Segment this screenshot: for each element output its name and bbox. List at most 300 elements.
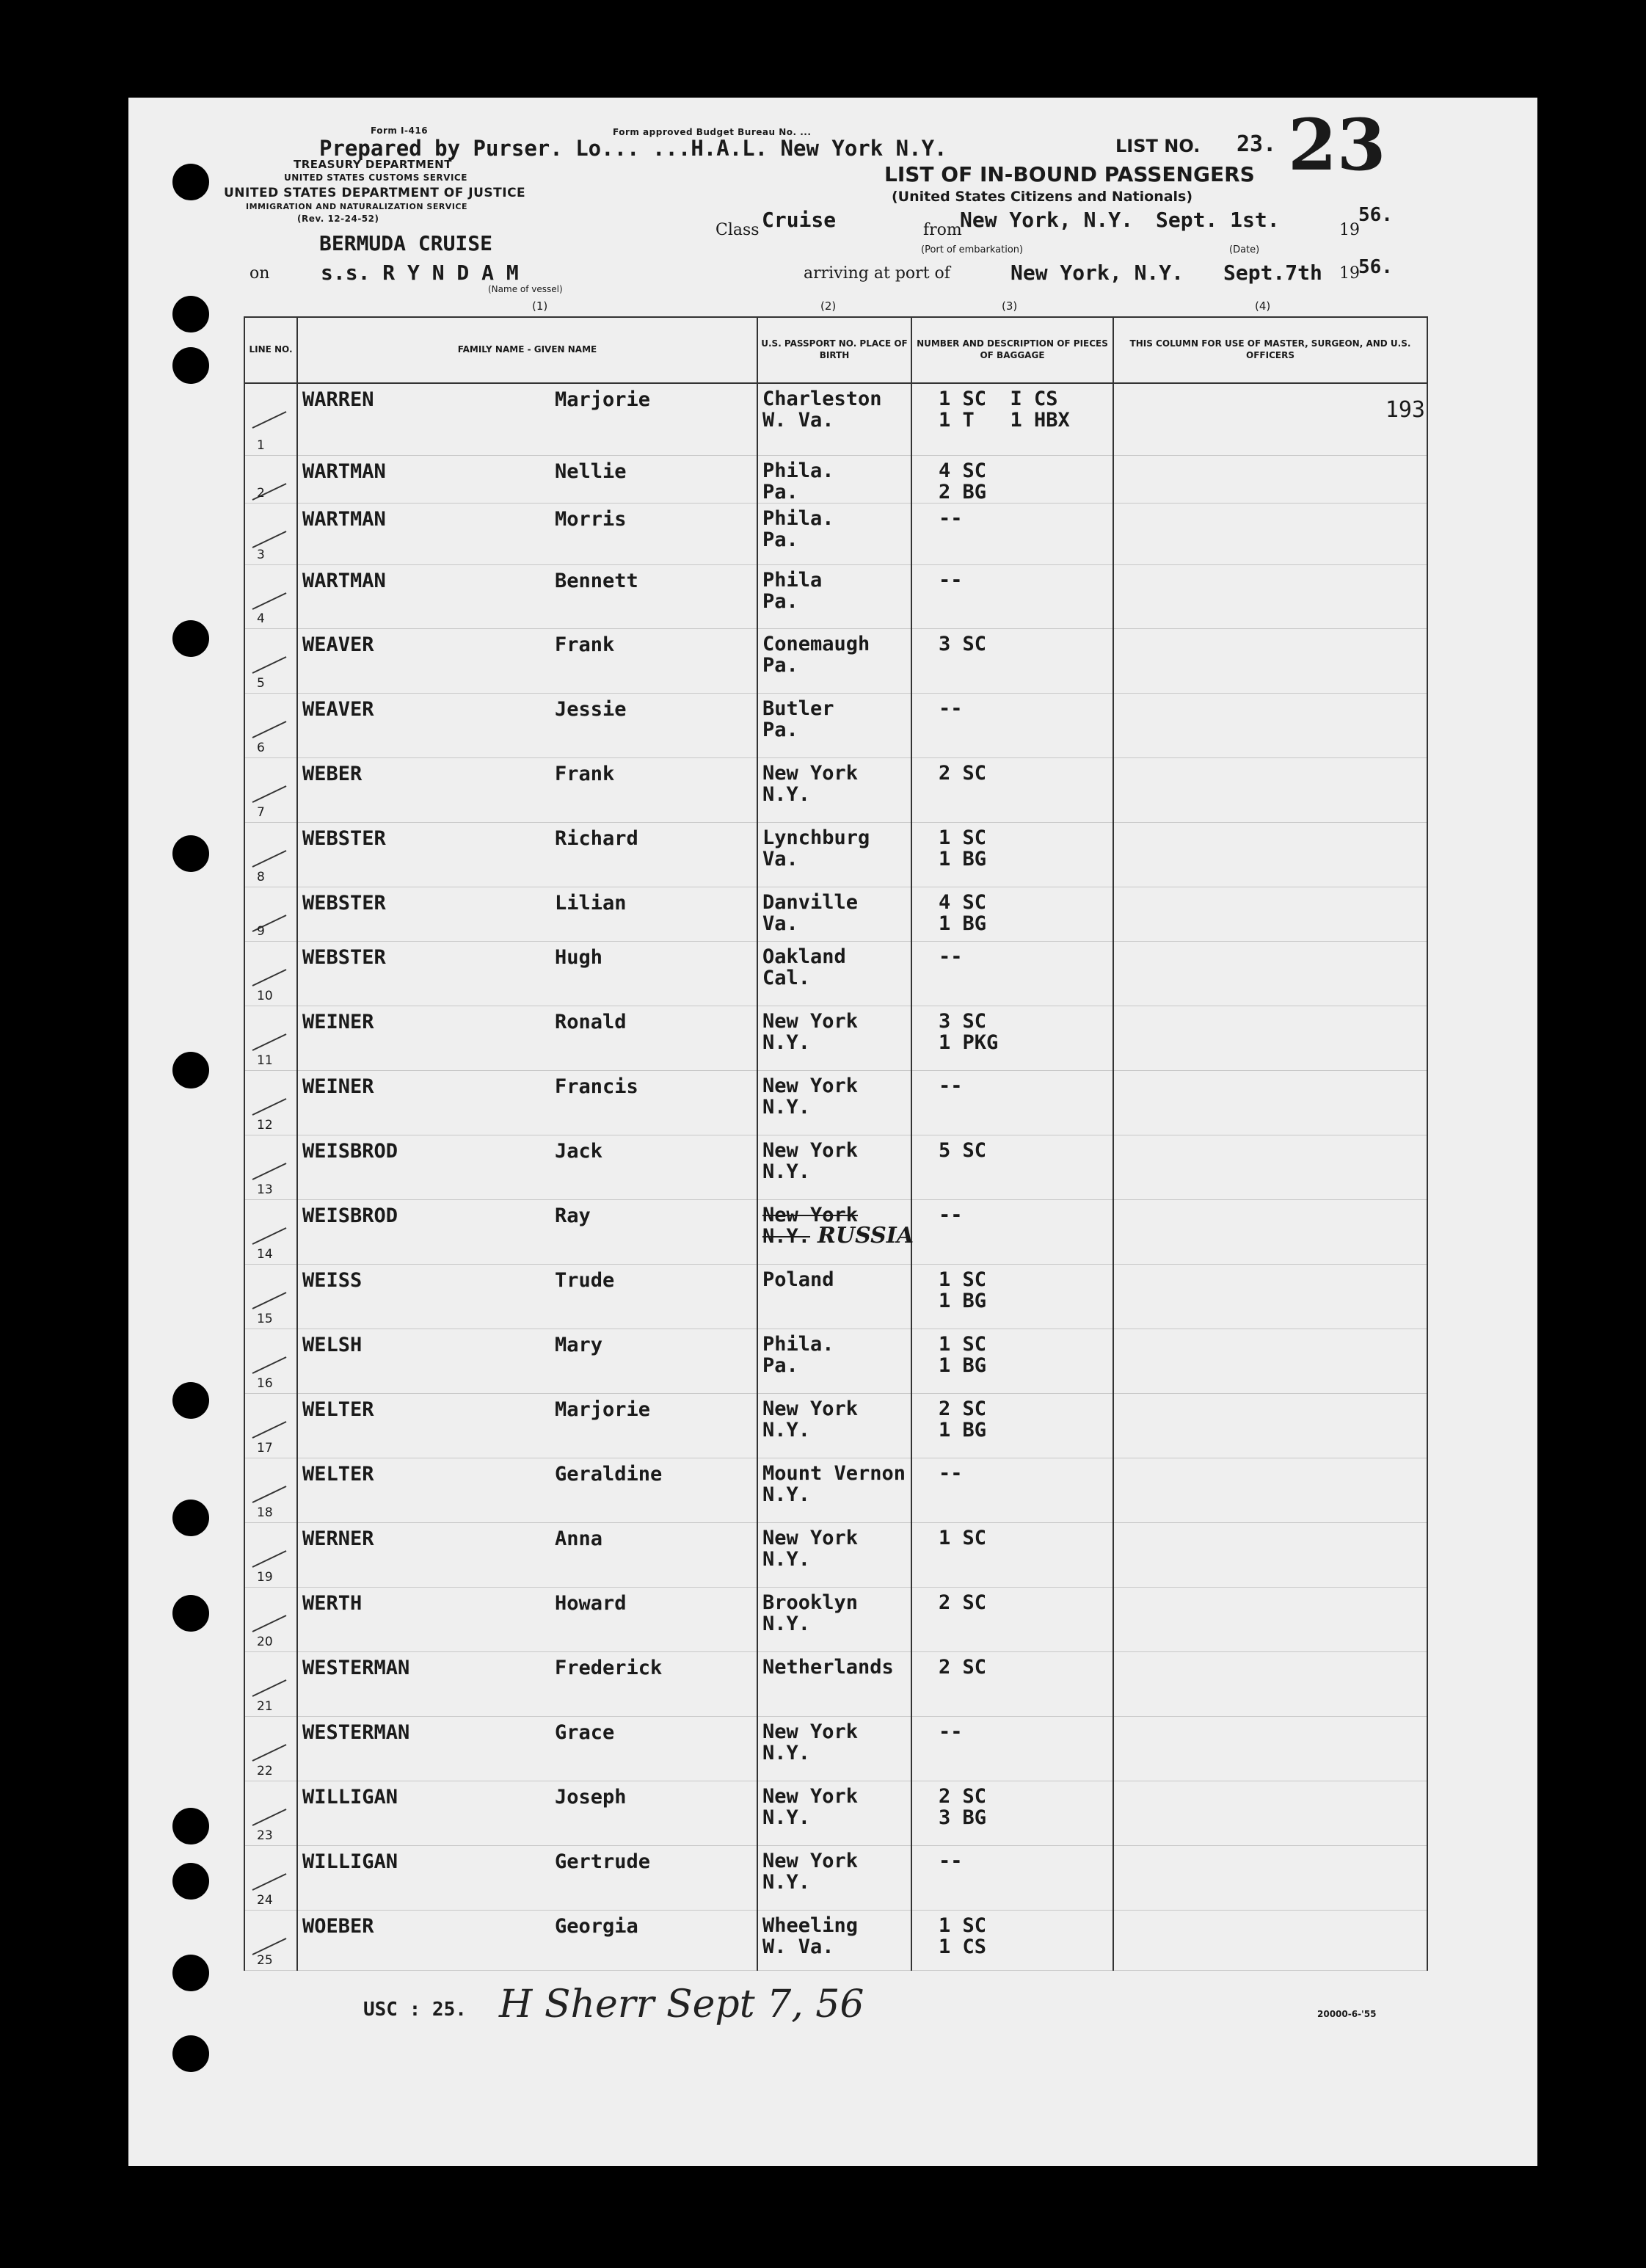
birth-place-line2: N.Y. [762, 1418, 811, 1442]
birth-place-line1: Butler [762, 697, 834, 720]
officer-note: 193 [1385, 397, 1425, 423]
family-name: WEINER [302, 1075, 374, 1098]
family-name: WARTMAN [302, 569, 386, 592]
officer-notes-cell [1113, 628, 1427, 693]
name-cell [297, 1199, 757, 1264]
baggage-cell [911, 628, 1113, 693]
name-cell [297, 1716, 757, 1781]
line-number-cell [244, 757, 297, 822]
check-mark-icon [248, 1012, 292, 1056]
customs-line: UNITED STATES CUSTOMS SERVICE [284, 172, 467, 183]
vessel-name: s.s. R Y N D A M [321, 261, 519, 285]
baggage-cell [911, 564, 1113, 628]
check-mark-icon [248, 829, 292, 873]
birth-place-line1: Phila [762, 568, 823, 592]
given-name: Morris [555, 507, 627, 531]
birth-place-line2: N.Y. [762, 782, 811, 806]
binder-hole [172, 1955, 209, 1991]
class-label: Class [715, 221, 760, 239]
check-mark-icon [248, 462, 292, 506]
place-of-birth-cell [757, 455, 911, 503]
check-mark-icon [248, 509, 292, 553]
line-number-cell [244, 822, 297, 887]
name-cell [297, 1329, 757, 1393]
binder-hole [172, 620, 209, 657]
birth-place-line1: New York [762, 1009, 859, 1033]
check-mark-icon [248, 1077, 292, 1121]
baggage-line2: 2 BG [939, 480, 987, 504]
line-number-cell [244, 455, 297, 503]
line-number-cell [244, 887, 297, 941]
table-row [244, 503, 1427, 564]
budget-approval: Form approved Budget Bureau No. ... [613, 127, 812, 137]
officer-notes-cell [1113, 455, 1427, 503]
officer-notes-cell [1113, 1651, 1427, 1716]
family-name: WEINER [302, 1010, 374, 1033]
binder-hole [172, 164, 209, 200]
officer-notes-cell [1113, 1135, 1427, 1199]
place-of-birth-cell [757, 628, 911, 693]
place-of-birth-cell [757, 1393, 911, 1458]
family-name: WEISBROD [302, 1139, 398, 1163]
table-row [244, 564, 1427, 628]
place-of-birth-cell [757, 1781, 911, 1845]
baggage-cell [911, 1522, 1113, 1587]
given-name: Bennett [555, 569, 638, 592]
baggage-cell [911, 1393, 1113, 1458]
line-number: 9 [257, 923, 265, 939]
justice-line: UNITED STATES DEPARTMENT OF JUSTICE [224, 186, 526, 200]
binder-hole [172, 2035, 209, 2072]
officer-signature: H Sherr Sept 7, 56 [499, 1982, 864, 2027]
officer-notes-cell [1113, 1910, 1427, 1970]
given-name: Jessie [555, 697, 627, 721]
birth-place-line2: N.Y. [762, 1031, 811, 1054]
table-row [244, 1910, 1427, 1970]
family-name: WOEBER [302, 1914, 374, 1938]
baggage-line1: 1 SC [939, 1332, 987, 1356]
baggage-line2: 3 BG [939, 1806, 987, 1829]
birth-place-line1: New York [762, 1784, 859, 1808]
given-name: Marjorie [555, 1397, 651, 1421]
given-name: Ronald [555, 1010, 627, 1033]
given-name: Jack [555, 1139, 603, 1163]
birth-place-line1: New York [762, 761, 859, 785]
from-label: from [923, 221, 962, 239]
officer-notes-cell [1113, 383, 1427, 455]
name-cell [297, 1006, 757, 1070]
baggage-line1: 1 SC [939, 1268, 987, 1291]
arrival-year-prefix: 19 [1339, 264, 1360, 283]
birth-place-line2: N.Y. [762, 1547, 811, 1571]
officer-notes-cell [1113, 1006, 1427, 1070]
birth-place-line1: New York [762, 1397, 859, 1420]
line-number-cell [244, 1910, 297, 1970]
name-cell [297, 1587, 757, 1651]
ins-line: IMMIGRATION AND NATURALIZATION SERVICE [246, 202, 468, 211]
treasury-line: TREASURY DEPARTMENT [294, 158, 452, 171]
officer-notes-cell [1113, 1199, 1427, 1264]
check-mark-icon [248, 1335, 292, 1379]
line-number-cell [244, 1199, 297, 1264]
place-of-birth-cell [757, 887, 911, 941]
line-number-cell [244, 1070, 297, 1135]
birth-place-line1: New York [762, 1203, 859, 1226]
officer-notes-cell [1113, 1781, 1427, 1845]
birth-place-line2: N.Y. [762, 1612, 811, 1635]
baggage-cell [911, 1910, 1113, 1970]
table-row [244, 1845, 1427, 1910]
officer-notes-cell [1113, 564, 1427, 628]
table-row [244, 1393, 1427, 1458]
column-number-1: (1) [532, 299, 548, 313]
line-number-cell [244, 1651, 297, 1716]
officer-notes-cell [1113, 887, 1427, 941]
baggage-line2: 1 CS [939, 1935, 987, 1958]
baggage-cell [911, 1845, 1113, 1910]
line-number-cell [244, 1264, 297, 1329]
family-name: WEBSTER [302, 826, 386, 850]
family-name: WELTER [302, 1397, 374, 1421]
birth-place-line2: Va. [762, 912, 798, 935]
binder-hole [172, 347, 209, 384]
place-of-birth-cell [757, 1587, 911, 1651]
binder-hole [172, 1595, 209, 1632]
place-of-birth-cell [757, 941, 911, 1006]
given-name: Hugh [555, 945, 603, 969]
birth-place-line2: Cal. [762, 966, 811, 989]
table-row [244, 1458, 1427, 1522]
check-mark-icon [248, 764, 292, 808]
family-name: WEBSTER [302, 945, 386, 969]
birth-place-line1: Charleston [762, 388, 882, 410]
place-of-birth-cell [757, 1070, 911, 1135]
class-value: Cruise [762, 208, 837, 232]
family-name: WILLIGAN [302, 1850, 398, 1873]
line-number-cell [244, 1781, 297, 1845]
line-number: 16 [257, 1375, 273, 1391]
line-number: 21 [257, 1698, 273, 1714]
name-cell [297, 1070, 757, 1135]
officer-notes-cell [1113, 1458, 1427, 1522]
line-number-cell [244, 1329, 297, 1393]
baggage-cell [911, 1070, 1113, 1135]
baggage-line2: 1 BG [939, 1289, 987, 1312]
given-name: Marjorie [555, 388, 651, 411]
given-name: Howard [555, 1591, 627, 1615]
check-mark-icon [248, 1141, 292, 1185]
given-name: Francis [555, 1075, 638, 1098]
table-row [244, 383, 1427, 455]
line-number: 5 [257, 675, 265, 691]
birth-place-line1: Phila. [762, 506, 834, 530]
table-row [244, 1781, 1427, 1845]
given-name: Frank [555, 633, 615, 656]
passenger-table [244, 316, 1428, 1971]
baggage-cell [911, 757, 1113, 822]
check-mark-icon [248, 1593, 292, 1638]
binder-hole [172, 1052, 209, 1088]
birth-place-line1: Netherlands [762, 1655, 894, 1679]
arrival-date: Sept.7th [1223, 261, 1322, 285]
birth-place-line1: New York [762, 1720, 859, 1743]
name-cell [297, 1135, 757, 1199]
arriving-label: arriving at port of [804, 264, 950, 283]
baggage-line1: 1 SC [939, 1913, 987, 1937]
baggage-cell [911, 503, 1113, 564]
officer-notes-cell [1113, 1845, 1427, 1910]
birth-place-line1: New York [762, 1849, 859, 1872]
col-header-officers: THIS COLUMN FOR USE OF MASTER, SURGEON, AND U.S. OFFICERS [1113, 317, 1427, 383]
on-label: on [250, 264, 270, 283]
family-name: WARREN [302, 388, 374, 411]
baggage-cell [911, 383, 1113, 455]
page-title: LIST OF IN-BOUND PASSENGERS [884, 162, 1255, 186]
place-of-birth-cell [757, 1006, 911, 1070]
birth-place-line1: Wheeling [762, 1913, 859, 1937]
baggage-line1: -- [939, 1849, 963, 1872]
date-caption: (Date) [1229, 244, 1260, 255]
officer-notes-cell [1113, 822, 1427, 887]
line-number: 12 [257, 1117, 273, 1133]
table-row [244, 693, 1427, 757]
column-number-4: (4) [1255, 299, 1271, 313]
manifest-page [128, 98, 1537, 2166]
family-name: WEAVER [302, 697, 374, 721]
check-mark-icon [248, 699, 292, 744]
line-number: 3 [257, 547, 265, 562]
arrival-port: New York, N.Y. [1010, 261, 1184, 285]
vessel-caption: (Name of vessel) [488, 284, 563, 294]
line-number: 18 [257, 1505, 273, 1520]
birth-place-line1: Poland [762, 1268, 834, 1291]
embarkation-date: Sept. 1st. [1156, 208, 1280, 232]
baggage-line1: 4 SC [939, 890, 987, 914]
binder-hole [172, 296, 209, 332]
line-number-cell [244, 383, 297, 455]
table-row [244, 1199, 1427, 1264]
family-name: WEAVER [302, 633, 374, 656]
baggage-line1: -- [939, 568, 963, 592]
line-number: 24 [257, 1892, 273, 1908]
baggage-line2: 1 BG [939, 1418, 987, 1442]
baggage-line1: 1 SC [939, 826, 987, 849]
baggage-line1: 2 SC [939, 761, 987, 785]
table-row [244, 1651, 1427, 1716]
birth-place-line2: Pa. [762, 1353, 798, 1377]
birth-place-line2: Pa. [762, 528, 798, 551]
given-name: Anna [555, 1527, 603, 1550]
embarkation-year: 56. [1358, 204, 1393, 226]
baggage-cell [911, 1458, 1113, 1522]
check-mark-icon [248, 893, 292, 937]
family-name: WERTH [302, 1591, 363, 1615]
given-name: Richard [555, 826, 638, 850]
binder-hole [172, 1808, 209, 1844]
baggage-line1: 2 SC [939, 1397, 987, 1420]
given-name: Georgia [555, 1914, 638, 1938]
passenger-rows [244, 383, 1427, 1970]
baggage-line1: -- [939, 1461, 963, 1485]
family-name: WARTMAN [302, 507, 386, 531]
column-number-2: (2) [820, 299, 837, 313]
place-of-birth-cell [757, 1264, 911, 1329]
binder-hole [172, 1382, 209, 1419]
check-mark-icon [248, 1271, 292, 1315]
line-number: 20 [257, 1634, 273, 1649]
birth-place-line2: Pa. [762, 480, 798, 504]
officer-notes-cell [1113, 1070, 1427, 1135]
line-number-cell [244, 1458, 297, 1522]
birth-place-line2: N.Y. [762, 1806, 811, 1829]
family-name: WEISBROD [302, 1204, 398, 1227]
line-number: 19 [257, 1569, 273, 1585]
baggage-cell [911, 1135, 1113, 1199]
birth-place-line2: N.Y. [762, 1741, 811, 1764]
handwritten-birthplace: RUSSIA [817, 1222, 914, 1249]
line-number-cell [244, 1522, 297, 1587]
check-mark-icon [248, 571, 292, 615]
baggage-line2: 1 T 1 HBX [939, 409, 1070, 432]
line-number: 6 [257, 740, 265, 755]
revision-line: (Rev. 12-24-52) [297, 214, 379, 224]
table-row [244, 1329, 1427, 1393]
birth-place-line2: N.Y. [762, 1483, 811, 1506]
check-mark-icon [248, 1723, 292, 1767]
check-mark-icon [248, 1529, 292, 1573]
place-of-birth-cell [757, 1522, 911, 1587]
place-of-birth-cell [757, 1458, 911, 1522]
baggage-cell [911, 941, 1113, 1006]
officer-notes-cell [1113, 1716, 1427, 1781]
line-number-cell [244, 1587, 297, 1651]
baggage-cell [911, 1264, 1113, 1329]
binder-hole [172, 1863, 209, 1900]
list-no-label: LIST NO. [1115, 136, 1201, 156]
table-row [244, 757, 1427, 822]
embarkation-caption: (Port of embarkation) [921, 244, 1024, 255]
line-number-cell [244, 564, 297, 628]
name-cell [297, 455, 757, 503]
prepared-by-line: Prepared by Purser. Lo... ...H.A.L. New York N.Y. [319, 136, 947, 161]
baggage-line1: 3 SC [939, 1009, 987, 1033]
list-no-typed: 23. [1237, 131, 1277, 157]
check-mark-icon [248, 390, 292, 434]
family-name: WESTERMAN [302, 1656, 410, 1679]
line-number-cell [244, 941, 297, 1006]
baggage-line1: 2 SC [939, 1784, 987, 1808]
birth-place-line2: N.Y. [762, 1095, 811, 1119]
given-name: Lilian [555, 891, 627, 915]
line-number: 2 [257, 485, 265, 501]
birth-place-line1: New York [762, 1526, 859, 1549]
form-number: Form I-416 [371, 126, 429, 136]
cruise-note: BERMUDA CRUISE [319, 231, 493, 255]
line-number: 22 [257, 1763, 273, 1778]
place-of-birth-cell [757, 1910, 911, 1970]
place-of-birth-cell [757, 822, 911, 887]
line-number: 25 [257, 1952, 273, 1968]
check-mark-icon [248, 1400, 292, 1444]
baggage-cell [911, 1781, 1113, 1845]
birth-place-line1: Brooklyn [762, 1591, 859, 1614]
birth-place-line1: Mount Vernon [762, 1461, 906, 1485]
birth-place-line1: Oakland [762, 945, 846, 968]
line-number-cell [244, 1006, 297, 1070]
birth-place-line2: W. Va. [762, 409, 834, 432]
family-name: WELSH [302, 1333, 363, 1356]
table-row [244, 887, 1427, 941]
officer-notes-cell [1113, 757, 1427, 822]
table-row [244, 1522, 1427, 1587]
form-code: 20000-6-'55 [1317, 2009, 1377, 2019]
baggage-line1: 2 SC [939, 1655, 987, 1679]
birth-place-line1: New York [762, 1074, 859, 1097]
baggage-line2: 1 BG [939, 1353, 987, 1377]
place-of-birth-cell [757, 693, 911, 757]
given-name: Grace [555, 1720, 615, 1744]
officer-notes-cell [1113, 941, 1427, 1006]
name-cell [297, 383, 757, 455]
birth-place-line1: Danville [762, 890, 859, 914]
baggage-line1: -- [939, 1074, 963, 1097]
check-mark-icon [248, 1464, 292, 1508]
place-of-birth-cell [757, 383, 911, 455]
check-mark-icon [248, 1658, 292, 1702]
baggage-line2: 1 PKG [939, 1031, 999, 1054]
table-row [244, 1716, 1427, 1781]
family-name: WARTMAN [302, 459, 386, 483]
line-number: 14 [257, 1246, 273, 1262]
birth-place-line1: Phila. [762, 1332, 834, 1356]
family-name: WILLIGAN [302, 1785, 398, 1809]
baggage-cell [911, 1716, 1113, 1781]
col-header-line-no: LINE NO. [244, 317, 297, 383]
baggage-line2: 1 BG [939, 847, 987, 871]
baggage-line1: 3 SC [939, 632, 987, 655]
officer-notes-cell [1113, 1264, 1427, 1329]
line-number-cell [244, 1845, 297, 1910]
line-number-cell [244, 1393, 297, 1458]
line-number-cell [244, 1135, 297, 1199]
name-cell [297, 1393, 757, 1458]
place-of-birth-cell [757, 1651, 911, 1716]
table-row [244, 1587, 1427, 1651]
line-number: 15 [257, 1311, 273, 1326]
col-header-name: FAMILY NAME - GIVEN NAME [297, 317, 757, 383]
line-number: 8 [257, 869, 265, 884]
line-number: 17 [257, 1440, 273, 1455]
name-cell [297, 1264, 757, 1329]
line-number-cell [244, 1716, 297, 1781]
birth-place-line2: Pa. [762, 718, 798, 741]
embarkation-port: New York, N.Y. [960, 208, 1134, 232]
usc-count: USC : 25. [363, 1999, 467, 2021]
table-row [244, 1006, 1427, 1070]
table-row [244, 1264, 1427, 1329]
page-subtitle: (United States Citizens and Nationals) [892, 189, 1193, 205]
name-cell [297, 628, 757, 693]
birth-place-line2: N.Y. [762, 1870, 811, 1894]
line-number: 23 [257, 1828, 273, 1843]
place-of-birth-cell [757, 1135, 911, 1199]
name-cell [297, 887, 757, 941]
list-no-large: 23 [1288, 103, 1386, 186]
baggage-cell [911, 1587, 1113, 1651]
officer-notes-cell [1113, 1393, 1427, 1458]
baggage-line1: 1 SC I CS [939, 388, 1058, 410]
birth-place-line2: N.Y. [762, 1160, 811, 1183]
